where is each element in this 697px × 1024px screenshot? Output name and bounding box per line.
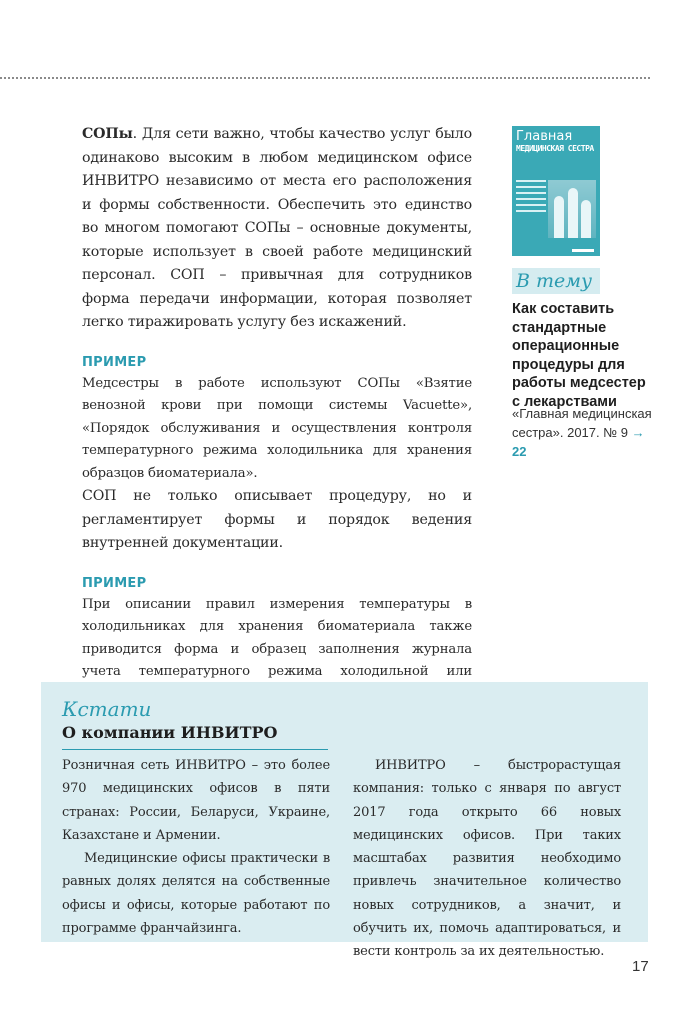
arrow-right-icon: → [631, 425, 645, 440]
example-text: При описании правил измерения температуры в холодильниках для хранения биоматериала также приводится форма и образец заполнения журнала учета температурного режима холодильной или [82, 596, 472, 679]
cover-title-small: Главная [516, 129, 573, 144]
paragraph-body: . Для сети важно, чтобы качество услуг было одинаково высоким в любом медицинском офисе ИНВИТРО независимо от места его расположения и формы собственности. Обеспечить это единство во многом помогают СОПы – основные документы, которые использует в своей работе медицинский персонал. СОП – привычная для сотрудников форма передачи информации, которая позволяет легко тиражировать услугу без искажений. [82, 126, 472, 330]
related-article-title[interactable]: Как составить стандартные операционные процедуры для работы медсестер с лекарствами [512, 301, 646, 410]
top-dotted-divider [0, 77, 650, 79]
related-tag: В тему [516, 270, 593, 292]
reference-page-link[interactable]: 22 [512, 444, 527, 459]
info-paragraph: Медицинские офисы практически в равных долях делятся на собственные офисы и офисы, которые работают по программе франчайзинга. [62, 851, 330, 937]
example-block-1 [82, 353, 472, 486]
example-label: ПРИМЕР [82, 354, 147, 370]
example-label: ПРИМЕР [82, 575, 147, 591]
related-article-reference [512, 404, 657, 461]
cover-logo [572, 249, 594, 252]
main-text-column [82, 123, 472, 706]
info-box [41, 682, 648, 960]
page-number: 17 [632, 958, 649, 975]
magazine-cover-image [512, 126, 600, 256]
info-box-right-column [353, 754, 621, 964]
paragraph-lead: СОПы [82, 126, 133, 142]
info-box-title: О компании ИНВИТРО [62, 723, 278, 742]
info-paragraph: Розничная сеть ИНВИТРО – это более 970 медицинских офисов в пяти странах: России, Беларуси, Украине, Казахстане и Армении. [62, 758, 330, 843]
reference-source: «Главная медицинская сестра». 2017. № 9 [512, 406, 652, 440]
info-paragraph: ИНВИТРО – быстрорастущая компания: только с января по август 2017 года открыто 66 новых медицинских офисов. При таких масштабах развития необходимо привлечь значительное количество новых сотрудников, а значит, и обучить их, помочь адаптироваться, и вести контроль за их деятельностью. [353, 758, 621, 960]
cover-text-lines [516, 180, 546, 216]
info-box-label: Кстати [62, 697, 152, 721]
paragraph-sop-regulation: СОП не только описывает процедуру, но и регламентирует формы и порядок ведения внутренней документации. [82, 488, 472, 551]
cover-photo [548, 180, 596, 238]
example-text: Медсестры в работе используют СОПы «Взятие венозной крови при помощи системы Vacuette», «Порядок обслуживания и осуществления контроля температурного режима холодильника для хранения образцов биоматериала». [82, 375, 472, 481]
related-tag-box [512, 268, 600, 294]
info-box-left-column [62, 754, 330, 940]
cover-title-large: МЕДИЦИНСКАЯ СЕСТРА [516, 144, 594, 153]
info-box-divider [62, 749, 328, 750]
paragraph-sops [82, 123, 472, 335]
